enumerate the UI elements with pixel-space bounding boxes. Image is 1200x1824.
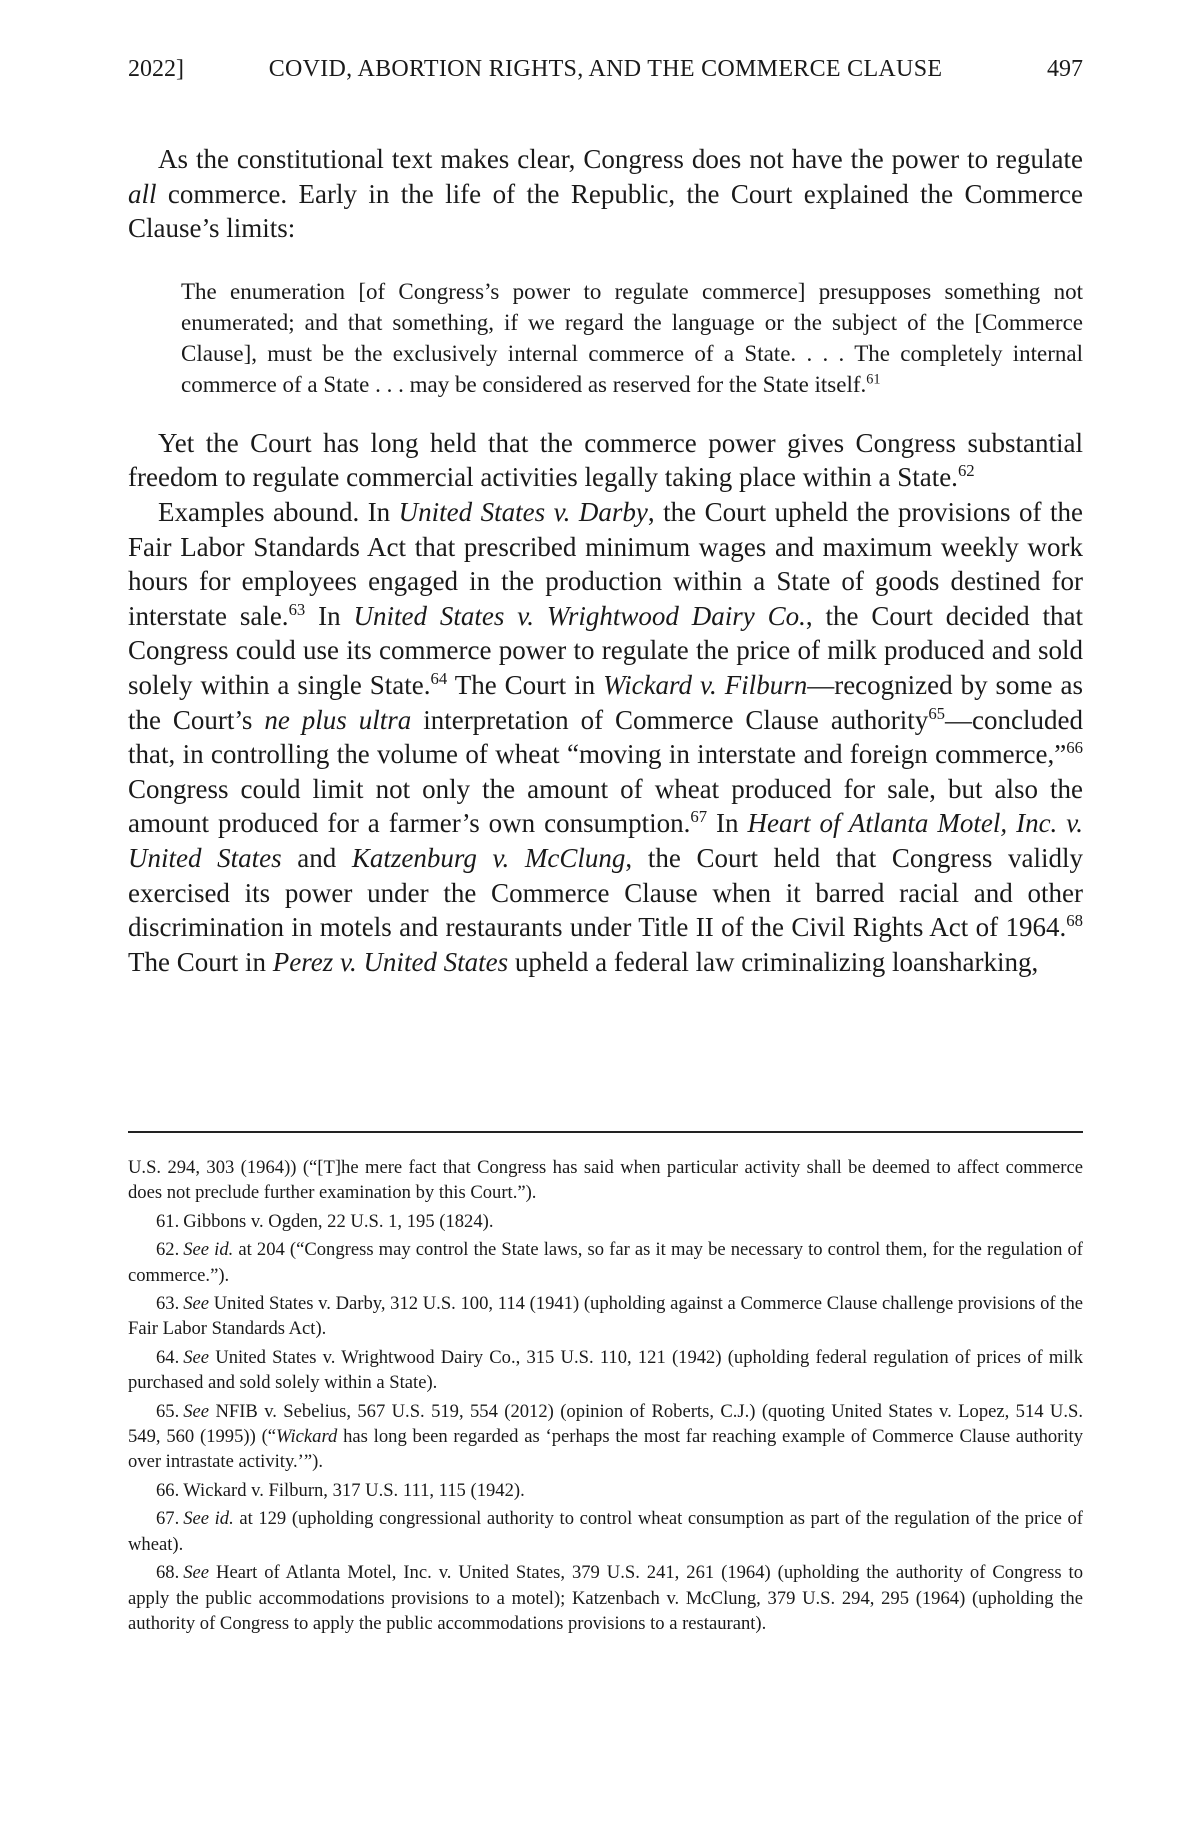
footnote-ref-68[interactable]: 68 — [1066, 911, 1083, 931]
footnote-ref-65[interactable]: 65 — [928, 703, 946, 723]
paragraph-3: Examples abound. In United States v. Darby, the Court upheld the provisions of the Fair Labor Standards Act that prescribed minimum wages and maximum weekly work hours for employees engaged in the production within a State of goods destined for interstate sale.$^{63}$ In United States v. Wrightwood Dairy Co., the Court decided that Congress could use its commerce power to regulate the price of milk produced and sold solely within a single State.$^{64}$ The Court in Wickard v. Filburn—recognized by some as the Court’s ne plus ultra interpretation of Commerce Clause authority$^{65}$—concluded that, in controlling the volume of wheat “moving in interstate and foreign commerce,”$^{66}$ Congress could limit not only the amount of wheat produced for sale, but also the amount produced for a farmer’s own consumption.$^{67}$ In Heart of Atlanta Motel, Inc. v. United States and Katzenburg v. McClung, the Court held that Congress validly exercised its power under the Commerce Clause when it barred racial and other discrimination in motels and restaurants under Title II of the Civil Rights Act of 1964.68 The Court in Perez v. United States upheld a federal law criminalizing loansharking, — [128, 496, 1084, 977]
footnote-62: 62. See id. at 204 (“Congress may control the State laws, so far as it may be necessary to control them, for the regulation of commerce.”). — [128, 1239, 1083, 1286]
case-name: Heart of Atlanta Motel, Inc. v. United States — [128, 808, 1083, 873]
main-text — [128, 142, 1083, 979]
footnote-68: 68. See Heart of Atlanta Motel, Inc. v. United States, 379 U.S. 241, 261 (1964) (upholding the authority of Congress to apply the public accommodations provisions to a motel); Katzenbach v. McClung, 379 U.S. 294, 295 (1964) (upholding the authority of Congress to apply the public accommodations provisions to a restaurant). — [128, 1562, 1083, 1634]
paragraph-1: As the constitutional text makes clear, Congress does not have the power to regulate all commerce. Early in the life of the Republic, the Court explained the Commerce Clause’s limits: — [128, 144, 1083, 244]
footnote-ref-61[interactable]: 61 — [866, 371, 881, 388]
footnote-ref-64[interactable]: 64 — [430, 668, 448, 688]
header-title: COVID, ABORTION RIGHTS, AND THE COMMERCE CLAUSE — [268, 56, 943, 82]
footnote-ref-66[interactable]: 66 — [1066, 738, 1083, 758]
footnotes — [128, 1155, 1083, 1639]
footnote-61: 61. Gibbons v. Ogden, 22 U.S. 1, 195 (1824). — [156, 1210, 494, 1232]
footnote-ref-63[interactable]: 63 — [288, 599, 306, 619]
footnote-ref-67[interactable]: 67 — [690, 807, 708, 827]
footnote-divider — [128, 1131, 1083, 1133]
case-name: Wickard v. Filburn — [603, 669, 808, 700]
header-year: 2022] — [128, 56, 184, 82]
case-name: United States v. Darby — [398, 496, 648, 527]
footnote-continued: U.S. 294, 303 (1964)) (“[T]he mere fact that Congress has said when particular activity shall be deemed to affect commerce does not preclude further examination by this Court.”). — [128, 1157, 1083, 1204]
case-name: United States v. Wrightwood Dairy Co. — [353, 600, 806, 631]
block-quote: The enumeration [of Congress’s power to regulate commerce] presupposes something not enumerated; and that something, if we regard the language or the subject of the [Commerce Clause], must be the exclusively internal commerce of a State. . . . The completely internal commerce of a State . . . may be considered as reserved for the State itself.$^{61}$ — [181, 278, 1083, 397]
page-number: 497 — [1047, 56, 1083, 82]
footnote-64: 64. See United States v. Wrightwood Dairy Co., 315 U.S. 110, 121 (1942) (upholding federal regulation of prices of milk purchased and sold solely within a State). — [128, 1346, 1083, 1394]
footnote-ref-62[interactable]: 62 — [957, 461, 975, 481]
footnote-66: 66. Wickard v. Filburn, 317 U.S. 111, 115 (1942). — [156, 1479, 525, 1501]
footnote-65: 65. See NFIB v. Sebelius, 567 U.S. 519, 554 (2012) (opinion of Roberts, C.J.) (quoting United States v. Lopez, 514 U.S. 549, 560 (1995)) (“Wickard has long been regarded as ‘perhaps the most far reaching example of Commerce Clause authority over intrastate activity.’”). — [128, 1400, 1083, 1473]
case-name: Perez v. United States — [272, 946, 509, 977]
running-header — [128, 56, 1083, 90]
case-name: Katzenburg v. McClung — [351, 842, 626, 873]
paragraph-2: Yet the Court has long held that the commerce power gives Congress substantial freedom to regulate commercial activities legally taking place within a State.$^{62}$ — [128, 427, 1083, 493]
footnote-63: 63. See United States v. Darby, 312 U.S. 100, 114 (1941) (upholding against a Commerce Clause challenge provisions of the Fair Labor Standards Act). — [128, 1293, 1083, 1340]
footnote-67: 67. See id. at 129 (upholding congressional authority to control wheat consumption as part of the regulation of the price of wheat). — [128, 1508, 1083, 1555]
